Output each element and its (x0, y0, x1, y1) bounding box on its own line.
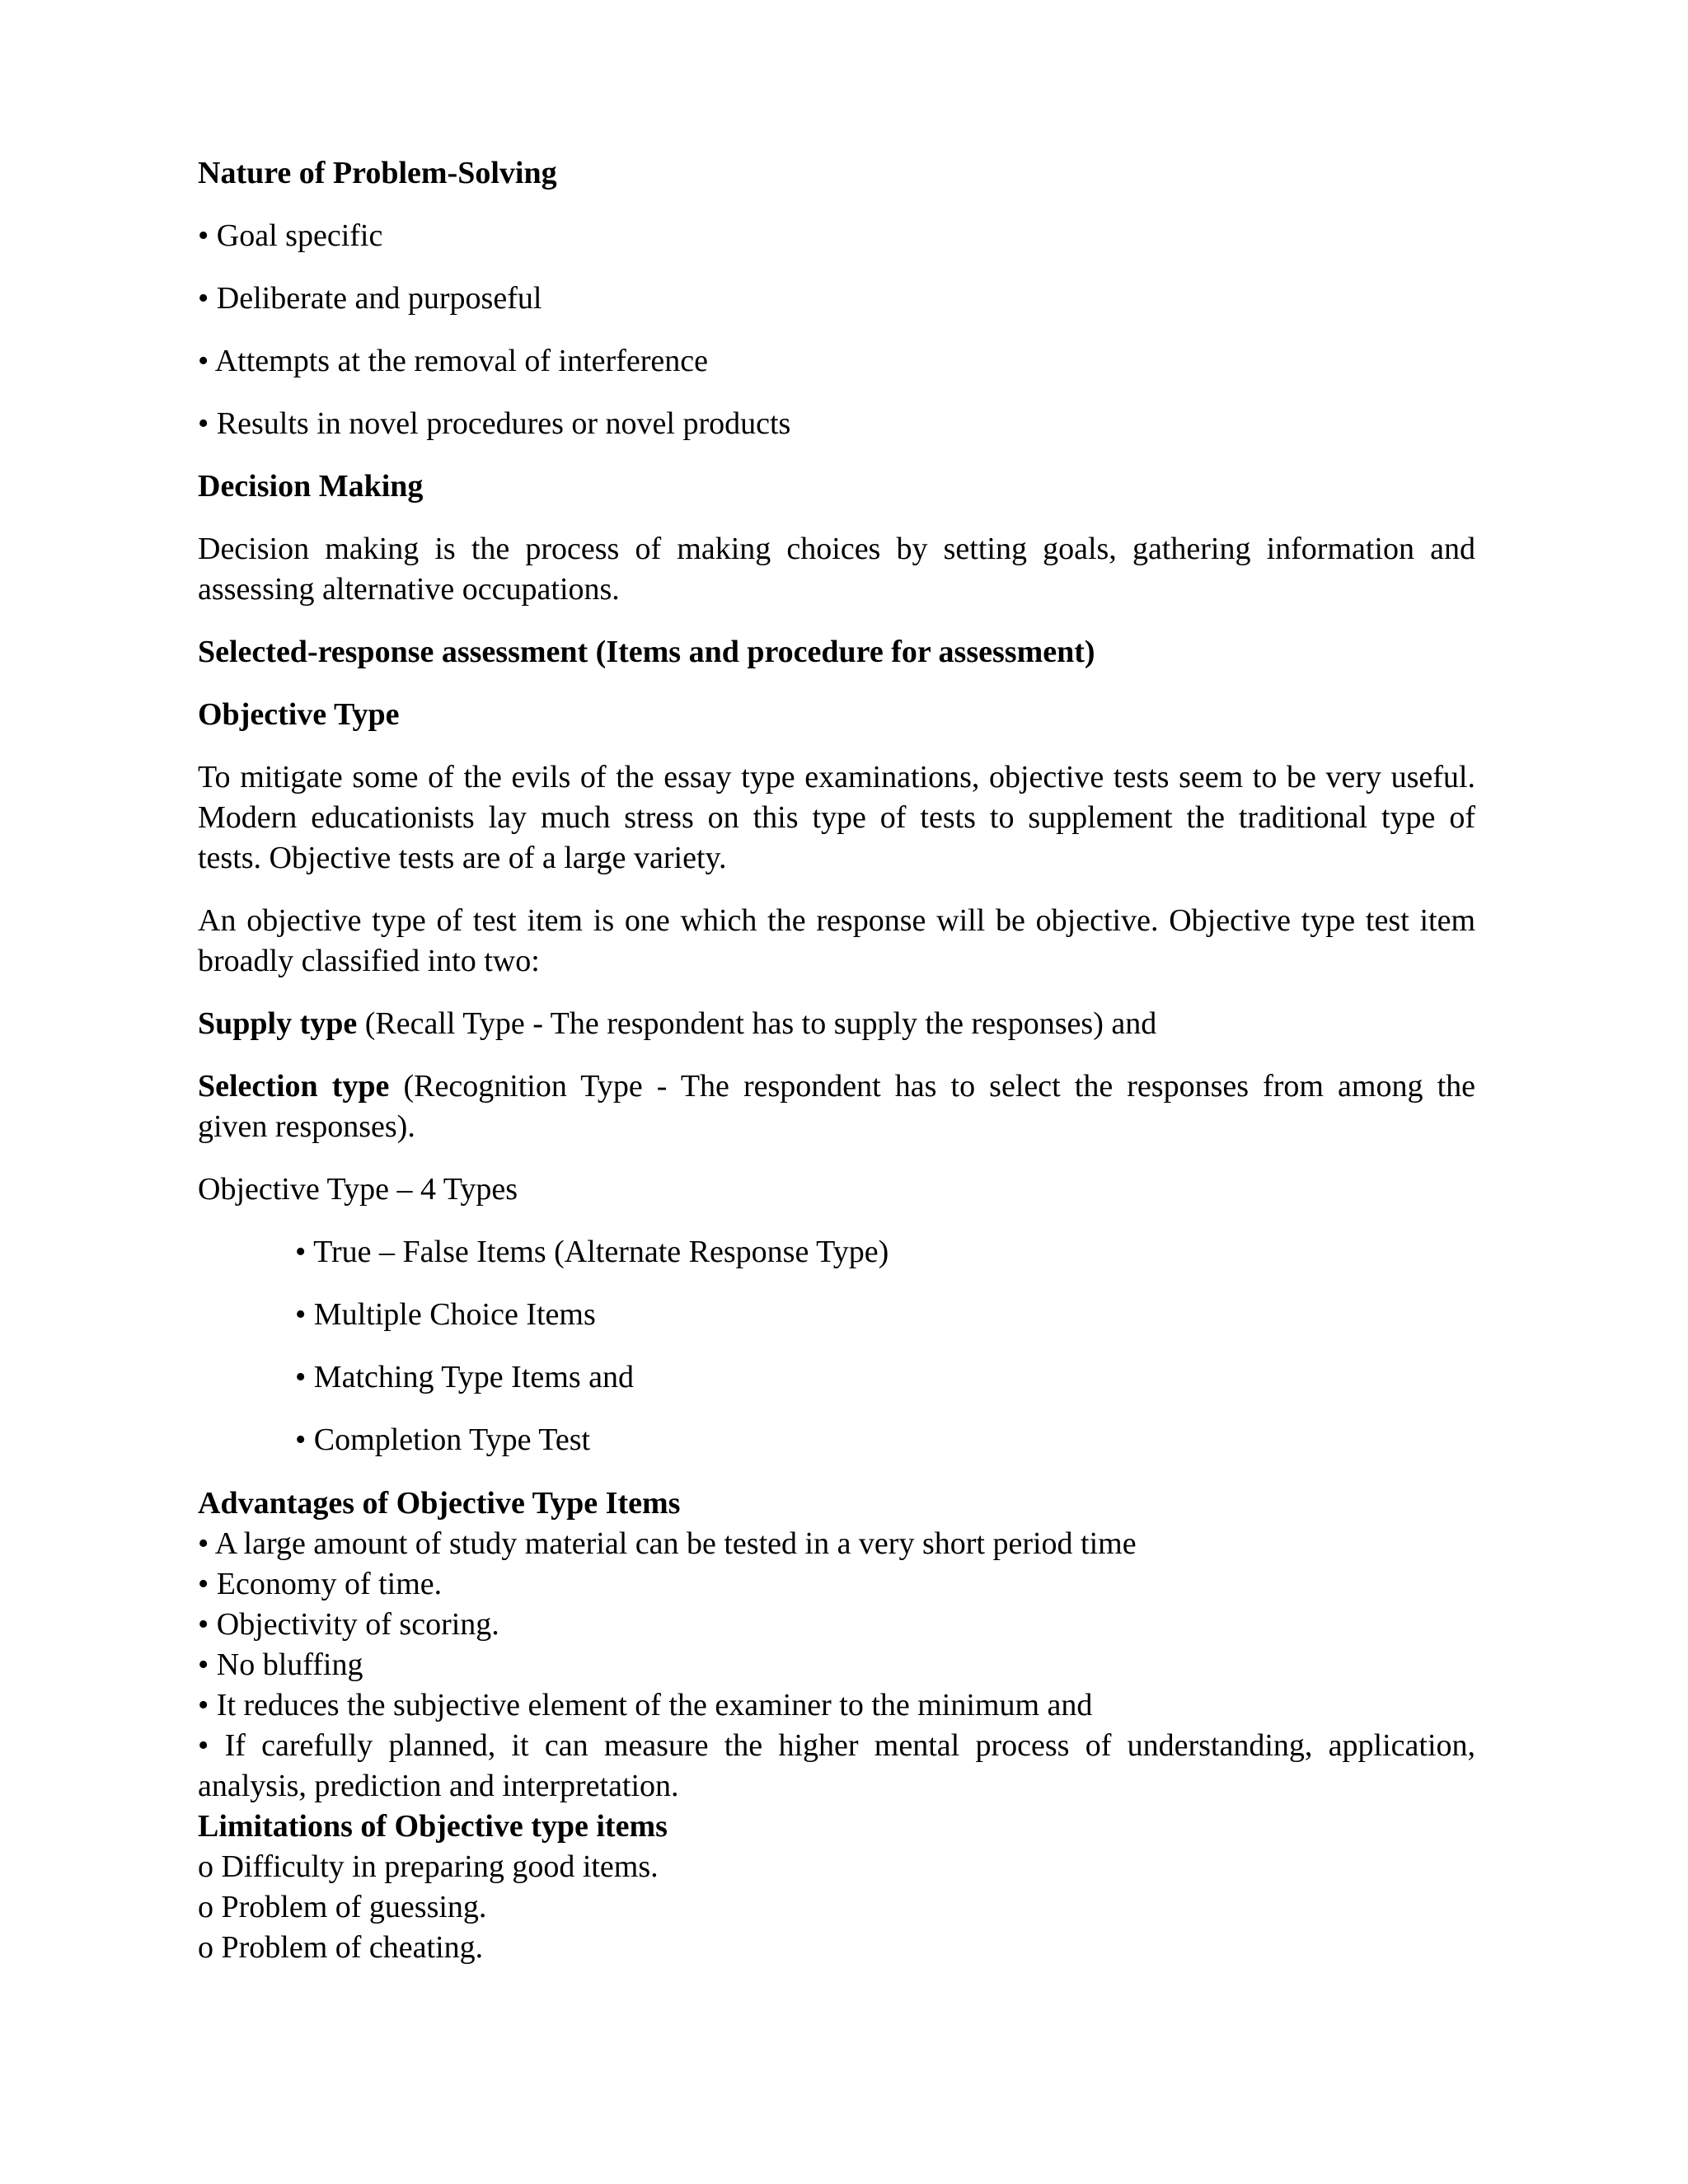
objective-type-item: • Completion Type Test (295, 1422, 591, 1457)
objective-types-label: Objective Type – 4 Types (198, 1172, 518, 1207)
advantage-item: • No bluffing (198, 1647, 363, 1682)
limitation-item: o Problem of cheating. (198, 1930, 484, 1965)
advantage-item: • A large amount of study material can be tested in a very short period time (198, 1526, 1137, 1561)
limitation-item: o Problem of guessing. (198, 1890, 487, 1924)
nature-item: • Deliberate and purposeful (198, 281, 542, 316)
advantage-item: • If carefully planned, it can measure the higher mental process of understanding, application, (198, 1728, 1475, 1763)
advantage-item: • It reduces the subjective element of the examiner to the minimum and (198, 1688, 1093, 1722)
nature-item: • Attempts at the removal of interference (198, 344, 708, 378)
decision-paragraph-line: assessing alternative occupations. (198, 572, 620, 607)
heading-limitations: Limitations of Objective type items (198, 1809, 668, 1844)
advantage-item-continuation: analysis, prediction and interpretation. (198, 1769, 679, 1803)
objective-paragraph-line: To mitigate some of the evils of the essay type examinations, objective tests seem to be very useful. (198, 760, 1475, 794)
nature-item: • Goal specific (198, 218, 383, 253)
objective-paragraph-line: Modern educationists lay much stress on this type of tests to supplement the traditional type of (198, 800, 1475, 835)
selection-type-line (198, 1066, 1475, 1107)
supply-type-line (198, 1004, 1156, 1044)
decision-paragraph-line: Decision making is the process of making choices by setting goals, gathering information and (198, 532, 1475, 566)
selection-type-continuation: given responses). (198, 1109, 415, 1144)
objective-type-item: • Matching Type Items and (295, 1360, 634, 1394)
objective-paragraph-line: An objective type of test item is one which the response will be objective. Objective type test item (198, 903, 1475, 938)
heading-objective-type: Objective Type (198, 697, 400, 732)
objective-paragraph-line: broadly classified into two: (198, 944, 540, 978)
heading-decision-making: Decision Making (198, 469, 424, 504)
advantage-item: • Economy of time. (198, 1567, 443, 1601)
heading-selected-response-assessment: Selected-response assessment (Items and procedure for assessment) (198, 635, 1095, 669)
selection-type-label: Selection type (198, 1069, 390, 1104)
supply-type-label: Supply type (198, 1006, 358, 1041)
supply-type-text: (Recall Type - The respondent has to supply the responses) and (357, 1006, 1157, 1041)
objective-type-item: • True – False Items (Alternate Response Type) (295, 1235, 889, 1269)
heading-nature-of-problem-solving: Nature of Problem-Solving (198, 156, 557, 190)
limitation-item: o Difficulty in preparing good items. (198, 1849, 659, 1884)
advantage-item: • Objectivity of scoring. (198, 1607, 499, 1642)
heading-advantages: Advantages of Objective Type Items (198, 1486, 681, 1521)
nature-item: • Results in novel procedures or novel products (198, 406, 791, 441)
objective-type-item: • Multiple Choice Items (295, 1297, 596, 1332)
objective-paragraph-line: tests. Objective tests are of a large variety. (198, 841, 727, 875)
selection-type-text: (Recognition Type - The respondent has to select the responses from among the (389, 1069, 1475, 1104)
